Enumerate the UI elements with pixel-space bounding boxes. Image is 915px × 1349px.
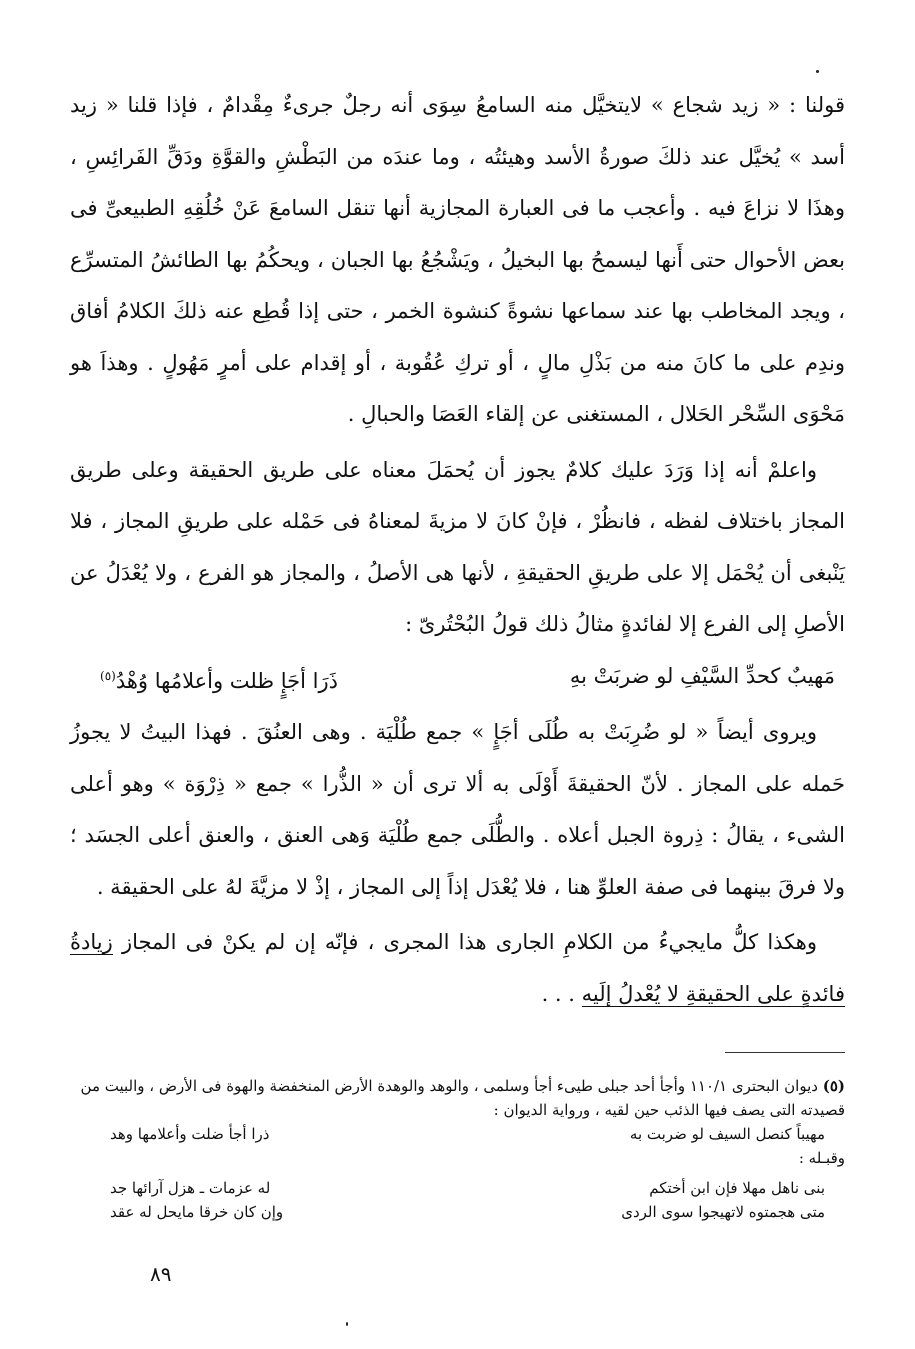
footnote-marker: (٥) — [100, 668, 116, 683]
diwan-verse — [70, 1122, 845, 1146]
verse-second-hemistich — [100, 651, 338, 708]
diwan-verse-right: مهيباً كنصل السيف لو ضربت به — [629, 1125, 825, 1143]
footnote-separator — [725, 1052, 845, 1053]
preceding-verse-right: بنى ناهل مهلا فإن ابن أختكم — [649, 1179, 825, 1197]
preceding-verse — [70, 1200, 845, 1224]
footnote — [70, 1074, 845, 1224]
ink-speck — [346, 1322, 348, 1326]
paragraph-4-text: وهكذا كلُّ مايجيءُ من الكلامِ الجارى هذا المجرى ، فإنّه إن لم يكنْ فى المجاز — [121, 930, 817, 954]
ellipsis: . . . — [541, 981, 582, 1006]
paragraph-3: ويروى أيضاً « لو ضُرِبَتْ به طُلَى أجَإٍ » جمع طُلْيَة . وهى العنُقَ . فهذا البيتُ لا يجوزُ حَمله على المجاز . لأنّ الحقيقةَ أَوْلَى به ألا ترى أن « الذُّرا » جمع « ذِرْوَة » وهو أعلى الشىء ، يقالُ : ذِروة الجبل أعلاه . والطُّلَى جمع طُلْيَة وَهى العنق ، والعنق أعلى الجسَد ؛ ولا فرقَ بينهما فى صفة العلوِّ هنا ، فلا يُعْدَل إذاً إلى المجاز ، إذْ لا مزيَّةَ لهُ على الحقيقة . — [70, 720, 845, 899]
ink-speck — [816, 70, 819, 73]
verse-second-hemistich-text: ذَرَا أجَإٍ ظلت وأعلامُها وُهْدُ — [115, 668, 338, 693]
preceding-verses — [70, 1176, 845, 1224]
paragraph-4 — [70, 917, 845, 1020]
main-text — [70, 80, 845, 1020]
verse-first-hemistich: مَهيبٌ كحدِّ السَّيْفِ لو ضربَتْ بهِ — [569, 663, 835, 688]
paragraph-2: واعلمْ أنه إذا وَرَدَ عليك كلامٌ يجوز أن يُحمَلَ معناه على طريق الحقيقة وعلى طريق المجاز باختلاف لفظه ، فانظُرْ ، فإنْ كانَ لا مزيةَ لمعناهُ فى حَمْله على طريقِ المجاز ، فلا يَنْبغى أن يُحْمَل إلا على طريقِ الحقيقةِ ، لأنها هى الأصلُ ، والمجاز هو الفرع ، ولا يُعْدَلُ عن الأصلِ إلى الفرع إلا لفائدةٍ مثالُ ذلك قولُ البُحْتُرىّ : — [70, 457, 845, 636]
preceding-verse — [70, 1176, 845, 1200]
underlined-phrase: زيادةُ فائدةٍ على الحقيقةِ لا يُعْدلُ إلَيه — [70, 930, 845, 1006]
paragraph-1: قولنا : « زيد شجاع » لايتخيَّل منه السامعُ سِوَى أنه رجلٌ جرىءٌ مِقْدامٌ ، فإذا قلنا « زيد أسد » يُخيَّل عند ذلكَ صورةُ الأسد وهيئتُه ، وما عندَه من البَطْشِ والقوَّةِ ودَقِّ الفَرائِسِ ، وهذَا لا نزاعَ فيه . وأعجب ما فى العبارة المجازية أنها تنقل السامعَ عَنْ خُلُقِهِ الطبيعىِّ فى بعض الأحوال حتى أَنها ليسمحُ بها البخيلُ ، ويَشْجُعُ بها الجبان ، ويحكُمُ بها الطائشُ المتسرِّع ، ويجد المخاطب بها عند سماعها نشوةً كنشوة الخمر ، حتى إذا قُطِع عنه ذلكَ الكلامُ أفاق وندِم على ما كانَ منه من بَذْلِ مالٍ ، أو تركِ عُقُوبة ، أو إقدام على أمرٍ مَهُولٍ . وهذاَ هو مَحْوَى السِّحْر الحَلال ، المستغنى عن إلقاء العَصَا والحبالِ . — [70, 93, 845, 426]
footnote-text — [70, 1074, 845, 1122]
preceding-verse-left: وإن كان خرقا مايحل له عقد — [110, 1203, 284, 1221]
preceding-verse-right: متى هجمتوه لاتهيجوا سوى الردى — [621, 1203, 825, 1221]
footnote-body: ديوان البحترى ١١٠/١ وأجأ أحد جبلى طيىء أجأ وسلمى ، والوهد والوهدة الأرض المنخفضة والهوة فى الأرض ، والبيت من قصيدته التى يصف فيها الذئب حين لقيه ، ورواية الديوان : — [80, 1077, 845, 1119]
poem-verse — [70, 651, 845, 708]
before-label: وقبـله : — [798, 1149, 845, 1167]
page-number: ٨٩ — [150, 1262, 172, 1286]
preceding-verse-left: له عزمات ـ هزل آرائها جد — [110, 1179, 271, 1197]
footnote-number: (٥) — [822, 1077, 845, 1095]
diwan-verse-left: ذرا أجأ ضلت وأعلامها وهد — [110, 1125, 270, 1143]
